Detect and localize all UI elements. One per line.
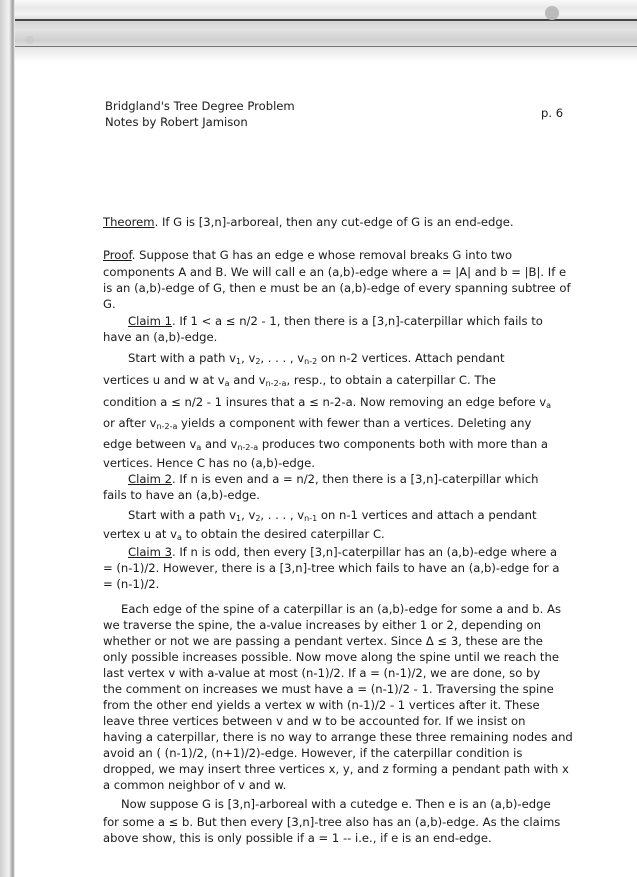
claim1-line: have an (a,b)-edge. bbox=[103, 330, 218, 344]
claim1-line: edge between $v_a$ and $v_{n-2-a}$ produces two components both with more than a bbox=[103, 437, 549, 452]
claim2-label: Claim 2 bbox=[128, 472, 172, 486]
paragraph-line: having a caterpillar, there is no way to arrange these three remaining nodes and bbox=[103, 730, 573, 744]
paragraph-line: the comment on increases we must have a = (n-1)/2 - 1. Traversing the spine bbox=[103, 682, 554, 696]
claim1-line: Claim 1. If 1 < a ≤ n/2 - 1, then there is a [3,n]-caterpillar which fails to bbox=[128, 314, 543, 328]
document-title: Bridgland's Tree Degree Problem bbox=[105, 99, 295, 113]
claim2-line: vertex u at $v_a$ to obtain the desired caterpillar C. bbox=[103, 527, 385, 542]
proof-line: Proof. Suppose that G has an edge e whose removal breaks G into two bbox=[103, 248, 513, 262]
paragraph-line: a common neighbor of v and w. bbox=[103, 778, 287, 792]
proof-label: Proof bbox=[103, 248, 132, 262]
proof-line: is an (a,b)-edge of G, then e must be an (a,b)-edge of every spanning subtree of bbox=[103, 281, 571, 295]
paragraph-line: only possible increases possible. Now move along the spine until we reach the bbox=[103, 650, 559, 664]
paragraph-line: avoid an ( (n-1)/2, (n+1)/2)-edge. However, if the caterpillar condition is bbox=[103, 746, 523, 760]
claim2-line: Start with a path $v_1$, $v_2$, . . . , $v_{n-1}$ on n-1 vertices and attach a pendant bbox=[128, 508, 537, 523]
claim3-line: Claim 3. If n is odd, then every [3,n]-caterpillar has an (a,b)-edge where a bbox=[128, 545, 558, 559]
paragraph-line: Each edge of the spine of a caterpillar is an (a,b)-edge for some a and b. As bbox=[121, 602, 562, 616]
claim1-label: Claim 1 bbox=[128, 314, 172, 328]
paragraph-line: for some a ≤ b. But then every [3,n]-tree also has an (a,b)-edge. As the claims bbox=[103, 815, 561, 829]
paragraph-line: we traverse the spine, the a-value increases by either 1 or 2, depending on bbox=[103, 618, 541, 632]
claim2-line: fails to have an (a,b)-edge. bbox=[103, 488, 260, 502]
paragraph-line: Now suppose G is [3,n]-arboreal with a cutedge e. Then e is an (a,b)-edge bbox=[121, 797, 551, 811]
paragraph-line: from the other end yields a vertex w with (n-1)/2 - 1 vertices after it. These bbox=[103, 698, 540, 712]
paragraph-line: above show, this is only possible if a = 1 -- i.e., if e is an end-edge. bbox=[103, 831, 492, 845]
claim3-line: = (n-1)/2. bbox=[103, 577, 160, 591]
theorem-line: Theorem. If G is [3,n]-arboreal, then any cut-edge of G is an end-edge. bbox=[103, 215, 514, 229]
paragraph-line: dropped, we may insert three vertices x, y, and z forming a pendant path with x bbox=[103, 762, 569, 776]
proof-line: components A and B. We will call e an (a,b)-edge where a = |A| and b = |B|. If e bbox=[103, 265, 567, 279]
claim1-line: vertices u and w at $v_a$ and $v_{n-2-a}$, resp., to obtain a caterpillar C. The bbox=[103, 373, 496, 388]
claim3-label: Claim 3 bbox=[128, 545, 172, 559]
claim3-line: = (n-1)/2. However, there is a [3,n]-tree which fails to have an (a,b)-edge for a bbox=[103, 561, 560, 575]
claim1-line: vertices. Hence C has no (a,b)-edge. bbox=[103, 456, 315, 470]
paragraph-line: leave three vertices between v and w to be accounted for. If we insist on bbox=[103, 714, 526, 728]
claim1-line: condition a ≤ n/2 - 1 insures that a ≤ n-2-a. Now removing an edge before $v_a$ bbox=[103, 395, 552, 410]
page-number: p. 6 bbox=[541, 106, 564, 120]
proof-line: G. bbox=[103, 297, 116, 311]
document-author: Notes by Robert Jamison bbox=[105, 115, 248, 129]
theorem-label: Theorem bbox=[103, 215, 155, 229]
claim1-line: or after $v_{n-2-a}$ yields a component with fewer than a vertices. Deleting any bbox=[103, 416, 532, 431]
claim1-line: Start with a path $v_1$, $v_2$, . . . , $v_{n-2}$ on n-2 vertices. Attach pendant bbox=[128, 351, 505, 366]
paragraph-line: last vertex v with a-value at most (n-1)/2. If a = (n-1)/2, we are done, so by bbox=[103, 666, 541, 680]
paragraph-line: whether or not we are passing a pendant vertex. Since Δ ≤ 3, these are the bbox=[103, 634, 543, 648]
claim2-line: Claim 2. If n is even and a = n/2, then there is a [3,n]-caterpillar which bbox=[128, 472, 539, 486]
